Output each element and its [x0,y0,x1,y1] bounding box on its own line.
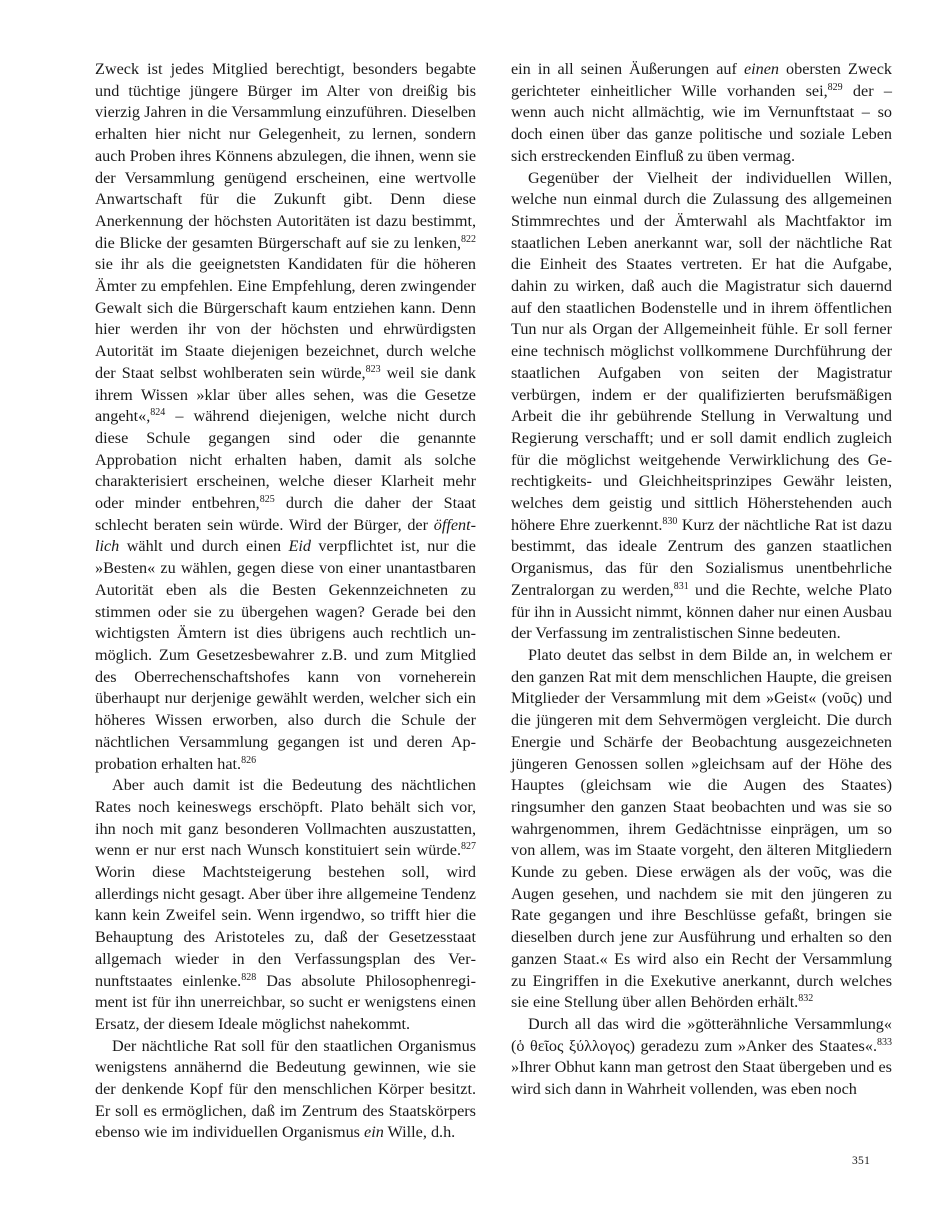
text-run: Das absolute Philosophenregiment ist für ihn unerreichbar, so sucht er wenigstens einen Ersatz, der diesem Ideale möglichst nahekommt. [95,971,476,1033]
footnote-ref-829[interactable]: 829 [827,81,843,93]
left-paragraph-3 [95,1036,476,1145]
right-paragraph-2 [511,168,892,645]
text-run: Aber auch damit ist die Bedeutung des nächtlichen Rates noch keineswegs erschöpft. Plato behält sich vor, ihn noch mit ganz besonderen Vollmachten auszustatten, wenn er nur erst nach Wunsch konstituiert sein würde. [95,776,476,860]
footnote-ref-824[interactable]: 824 [150,407,166,419]
footnote-ref-830[interactable]: 830 [662,515,678,527]
page-number: 351 [852,1155,871,1167]
footnote-ref-825[interactable]: 825 [259,494,275,506]
right-paragraph-1 [511,59,892,168]
footnote-ref-827[interactable]: 827 [461,841,476,853]
right-paragraph-4 [511,1014,892,1101]
text-run: verpflichtet ist, nur die »Besten« zu wählen, gegen diese von einer unantastbaren Autorität eben als die Besten Gekennzeichneten zu stimmen oder sie zu übergehen wagen? Gerade bei den wichtigsten Ämtern ist dies übrigens auch rechtlich unmöglich. Zum Gesetzesbewahrer z.B. und zum Mitglied des Oberrechenschaftshofes kann von vorneherein überhaupt nur derjenige gewählt werden, welcher sich ein höheres Wissen erworben, also durch die Schule der nächtlichen Versammlung gegangen ist und deren Approbation erhalten hat. [95,537,476,773]
text-run: wählt und durch einen [119,537,289,556]
footnote-ref-823[interactable]: 823 [365,363,381,375]
text-run: Worin diese Machtsteigerung bestehen soll, wird allerdings nicht gesagt. Aber über ihre allgemeine Tendenz kann kein Zweifel sein. Wenn irgendwo, so trifft hier die Behauptung des Aristoteles zu, daß der Gesetzesstaat allgemach wieder in den Verfassungsplan des Vernunftstaates einlenke. [95,863,476,990]
emphasis: ein [364,1123,384,1142]
text-run: der – wenn auch nicht allmächtig, wie im Vernunftstaat – so doch einen über das ganze politische und soziale Leben sich erstreckenden Einfluß zu üben vermag. [511,81,892,165]
text-run: obersten Zweck gerichteter einheitlicher Wille vorhanden sei, [511,60,892,100]
text-run: Zweck ist jedes Mitglied berechtigt, besonders begabte und tüchtige jüngere Bürger im Alter von dreißig bis vierzig Jahren in die Versammlung einzuführen. Dieselben erhalten hier nicht nur Gelegenheit, zu lernen, sondern auch Proben ihres Könnens abzulegen, die ihnen, wenn sie der Versammlung genügend erscheinen, eine wertvolle Anwartschaft für die Zukunft gibt. Denn diese Anerkennung der höchsten Autoritäten ist dazu bestimmt, die Blicke der gesamten Bürgerschaft auf sie zu lenken, [95,60,476,252]
text-run: Plato deutet das selbst in dem Bilde an, in welchem er den ganzen Rat mit dem menschlichen Haupte, die greisen Mitglieder der Versammlung mit dem »Geist« (νοῦς) und die jüngeren mit dem Sehvermögen vergleicht. Die durch Energie und Schärfe der Beobachtung ausgezeichneten jüngeren Genossen sollen »gleichsam auf der Höhe des Hauptes (gleichsam wie die Augen des Staates) ringsumher den ganzen Staat beobachten und was sie so wahrgenommen, ihrem Gedächtnisse einprägen, um so von allem, was im Staate vorgeht, den älteren Mitgliedern Kunde zu geben. Diese erwägen als der νοῦς, was die Augen gesehen, und nachdem sie mit den jüngeren zu Rate gegangen und ihre Beschlüsse gefaßt, bringen sie dieselben durch jene zur Ausführung und erhalten so den ganzen Staat.« Es wird also ein Recht der Versammlung zu Eingriffen in die Exekutive anerkannt, durch welches sie eine Stellung über allen Behörden erhält. [511,645,892,1012]
emphasis: einen [743,60,779,78]
text-run: ein in all seinen Äußerungen auf [511,60,744,78]
text-run: Wille, d.h. [383,1123,456,1142]
text-run: Der nächtliche Rat soll für den staatlichen Organismus wenigstens annähernd die Bedeutung gewinnen, wie sie der denkende Kopf für den menschlichen Körper besitzt. Er soll es ermöglichen, daß im Zentrum des Staatskörpers ebenso wie im individuellen Organismus [95,1036,476,1142]
text-run: durch die daher der Staat schlecht beraten sein würde. Wird der Bürger, der [95,494,476,534]
text-run: sie ihr als die geeignetsten Kandidaten für die höheren Ämter zu empfehlen. Eine Empfehlung, deren zwingender Gewalt sich die Bürgerschaft kaum entziehen kann. Denn hier werden ihr von der höchsten und ehrwürdigsten Autorität im Staate diejenigen bezeichnet, durch welche der Staat selbst wohlberaten sein würde, [95,255,476,382]
text-run: Gegenüber der Vielheit der individuellen Willen, welche nun einmal durch die Zulassung des allgemeinen Stimmrechtes und der Ämterwahl als Machtfaktor im staatlichen Leben anerkannt war, soll der nächtliche Rat die Einheit des Staates vertreten. Er hat die Aufgabe, dahin zu wirken, daß auch die Magistratur sich dauernd auf den staatlichen Bodenstelle und in ihrem öffentlichen Tun nur als Organ der Allgemeinheit fühle. Er soll ferner eine technisch möglichst vollkommene Durchführung der staatlichen Aufgaben von seiten der Magistratur verbürgen, indem er der qualifizierten berufsmäßigen Arbeit die ihr gebührende Stellung in Verwaltung und Regierung verschafft; und er soll damit endlich zugleich für die möglichst weitgehende Verwirklichung des Gerechtigkeits- und Gleichheitsprinzipes Gewähr leisten, welches dem geistig und sittlich Höherstehenden auch höhere Ehre zuerkennt. [511,168,892,534]
text-run: und die Rechte, welche Plato für ihn in Aussicht nimmt, können daher nur einen Ausbau der Verfassung im zentralistischen Sinne bedeuten. [511,580,892,643]
right-paragraph-3 [511,645,892,1014]
footnote-ref-833[interactable]: 833 [877,1036,892,1048]
footnote-ref-831[interactable]: 831 [673,580,689,592]
text-run: – während diejenigen, welche nicht durch diese Schule gegangen sind oder die genannte Approbation nicht erhalten haben, damit als solche charakterisiert erscheinen, welche dieser Klarheit mehr oder minder entbehren, [95,407,476,513]
text-run: Kurz der nächtliche Rat ist dazu bestimmt, das ideale Zentrum des ganzen staatlichen Organismus, das für den Sozialismus unentbehrliche Zentralorgan zu werden, [511,515,893,599]
text-run: Durch all das wird die »götterähnliche Versammlung« (ὁ θεῖος ξύλλογος) geradezu zum »Anker des Staates«. [511,1014,892,1055]
left-paragraph-2 [95,775,476,1035]
right-column [511,59,892,1101]
text-run: »Ihrer Obhut kann man getrost den Staat übergeben und es wird sich dann in Wahrheit vollenden, was eben noch [511,1058,892,1099]
footnote-ref-828[interactable]: 828 [241,971,257,983]
text-run: weil sie dank ihrem Wissen »klar über alles sehen, was die Gesetze angeht«, [95,363,476,426]
left-column [95,59,476,1144]
emphasis: öffentlich [95,515,476,556]
footnote-ref-822[interactable]: 822 [461,233,476,245]
left-paragraph-1 [95,59,476,775]
footnote-ref-826[interactable]: 826 [241,754,257,766]
emphasis: Eid [288,537,312,556]
footnote-ref-832[interactable]: 832 [798,993,814,1005]
